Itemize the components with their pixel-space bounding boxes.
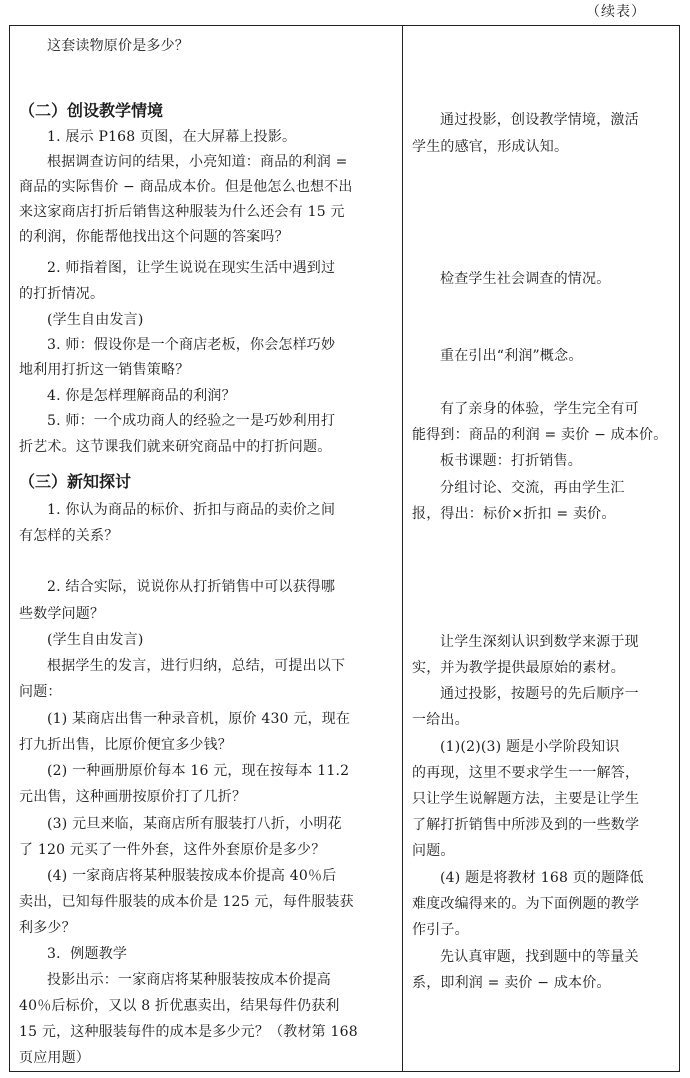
note-line: 一给出。 (412, 712, 469, 728)
text-line: 商品的实际售价 − 商品成本价。但是他怎么也想不出 (19, 179, 353, 195)
note-line: 实，并为教学提供最原始的素材。 (412, 660, 625, 676)
note-line: 学生的感官，形成认知。 (412, 139, 569, 155)
note-line: 分组讨论、交流，再由学生汇 (440, 480, 625, 496)
continued-label: （续表） (586, 4, 646, 20)
text-line: (1) 某商店出售一种录音机，原价 430 元，现在 (47, 711, 351, 727)
text-line: 1. 展示 P168 页图，在大屏幕上投影。 (47, 129, 297, 145)
text-line: 元出售，这种画册按原价打了几折？ (19, 789, 247, 805)
text-line: 5. 师：一个成功商人的经验之一是巧妙利用打 (47, 413, 336, 429)
note-line: (1)(2)(3) 题是小学阶段知识 (440, 739, 620, 755)
text-line: (学生自由发言) (47, 312, 144, 328)
note-line: 先认真审题，找到题中的等量关 (440, 949, 639, 965)
note-line: 检查学生社会调查的情况。 (440, 271, 611, 287)
text-line: 4. 你是怎样理解商品的利润？ (47, 388, 236, 404)
text-line: 3．例题教学 (47, 946, 128, 962)
text-line: 了 120 元买了一件外套，这件外套原价是多少？ (19, 842, 326, 858)
text-line: (3) 元旦来临，某商店所有服装打八折，小明花 (47, 816, 342, 832)
column-divider (402, 26, 403, 1071)
text-line: 3. 师：假设你是一个商店老板，你会怎样巧妙 (47, 337, 336, 353)
note-line: 有了亲身的体验，学生完全有可 (440, 401, 639, 417)
note-line: 问题。 (412, 843, 455, 859)
text-line: (2) 一种画册原价每本 16 元，现在按每本 11.2 (47, 763, 350, 779)
note-line: 只让学生说解题方法，主要是让学生 (412, 791, 640, 807)
note-line: 作引子。 (412, 922, 469, 938)
text-line: 问题： (19, 684, 62, 700)
text-line: 2. 结合实际，说说你从打折销售中可以获得哪 (47, 579, 336, 595)
note-line: 了解打折销售中所涉及到的一些数学 (412, 817, 640, 833)
text-line: 打九折出售，比原价便宜多少钱？ (19, 737, 232, 753)
text-line: 利多少？ (19, 920, 76, 936)
text-line: (学生自由发言) (47, 632, 144, 648)
note-line: 报，得出：标价×折扣 = 卖价。 (412, 506, 616, 522)
text-line: 1. 你认为商品的标价、折扣与商品的卖价之间 (47, 502, 336, 518)
note-line: 能得到：商品的利润 = 卖价 − 成本价。 (412, 427, 668, 443)
text-line: 的利润，你能帮他找出这个问题的答案吗？ (19, 229, 289, 245)
text-line: 卖出，已知每件服装的成本价是 125 元，每件服装获 (19, 894, 354, 910)
text-line: 来这家商店打折后销售这种服装为什么还会有 15 元 (19, 204, 345, 220)
text-line: 根据学生的发言，进行归纳，总结，可提出以下 (47, 658, 346, 674)
note-line: 难度改编得来的。为下面例题的教学 (412, 896, 640, 912)
note-line: 的再现，这里不要求学生一一解答， (412, 765, 640, 781)
text-line: 40％后标价，又以 8 折优惠卖出，结果每件仍获利 (19, 998, 340, 1014)
text-line: 有怎样的关系？ (19, 528, 119, 544)
text-line: 根据调查访问的结果，小亮知道：商品的利润 = (47, 154, 348, 170)
note-line: 重在引出“利润”概念。 (440, 348, 583, 364)
note-line: (4) 题是将教材 168 页的题降低 (440, 870, 644, 886)
note-line: 系，即利润 = 卖价 − 成本价。 (412, 975, 611, 991)
text-line: 2. 师指着图，让学生说说在现实生活中遇到过 (47, 260, 336, 276)
intro-line: 这套读物原价是多少？ (47, 38, 189, 54)
lesson-plan-table (9, 25, 680, 1072)
section-2-heading: （二）创设教学情境 (19, 101, 164, 120)
text-line: 页应用题） (19, 1050, 90, 1066)
text-line: 折艺术。这节课我们就来研究商品中的打折问题。 (19, 439, 332, 455)
note-line: 通过投影，创设教学情境，激活 (440, 112, 639, 128)
text-line: 的打折情况。 (19, 286, 105, 302)
text-line: 15 元，这种服装每件的成本是多少元？（教材第 168 (19, 1024, 358, 1040)
text-line: (4) 一家商店将某种服装按成本价提高 40％后 (47, 868, 337, 884)
text-line: 投影出示：一家商店将某种服装按成本价提高 (47, 972, 331, 988)
text-line: 些数学问题？ (19, 606, 105, 622)
note-line: 让学生深刻认识到数学来源于现 (440, 634, 639, 650)
section-3-heading: （三）新知探讨 (19, 472, 132, 491)
note-line: 通过投影，按题号的先后顺序一 (440, 686, 639, 702)
note-line: 板书课题：打折销售。 (440, 453, 582, 469)
text-line: 地利用打折这一销售策略？ (19, 362, 190, 378)
